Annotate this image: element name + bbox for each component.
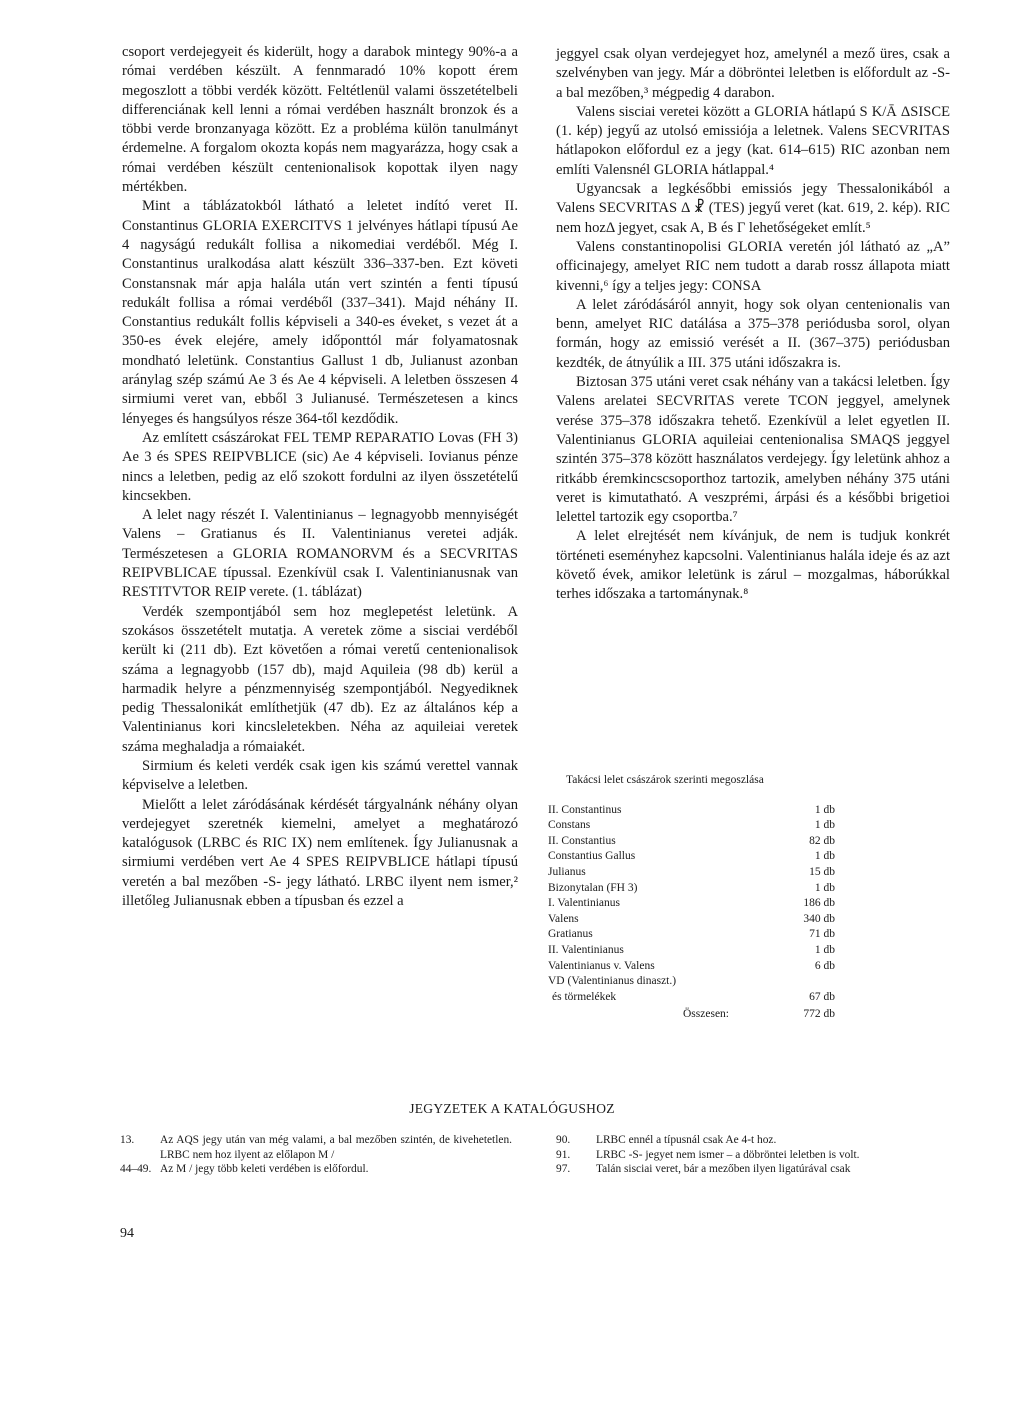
notes-right-column	[556, 1133, 948, 1177]
footnote	[120, 1133, 512, 1162]
footnote	[556, 1148, 948, 1163]
footnote-text: Talán sisciai veret, bár a mezőben ilyen ligatúrával csak	[596, 1163, 851, 1175]
table-cell-name: I. Valentinianus	[548, 897, 620, 910]
paragraph: Biztosan 375 utáni veret csak néhány van a takácsi leletben. Így Valens arelatei SECVRITAS verete TCON jeggyel, amelynek verése 375–378 időszakra tehető. Ezenkívül a lelet egyetlen II. Valentinianus GLORIA aquileiai centenionalisa SMAQS jeggyel szintén 375–378 között használatos verdejegy. Így leletünk ahhoz a ritkább éremkincscsoporthoz tartozik, amelyben néhány 375 utáni veret is kimutatható. A veszprémi, árpási és a későbbi brigetioi lelettel tartozik egy csoportba.⁷	[556, 374, 950, 526]
table-cell-name: Valens	[548, 912, 579, 925]
table-cell-count: 1 db	[814, 943, 835, 956]
table-cell-name: Bizonytalan (FH 3)	[548, 881, 638, 894]
table-row	[548, 818, 848, 834]
right-text-column	[556, 45, 950, 605]
table-row	[548, 943, 848, 959]
paragraph: A lelet nagy részét I. Valentinianus – legnagyobb mennyiségét Valens – Gratianus és II. Valentinianus veretei adják. Természetesen a GLORIA ROMANORVM és a SECVRITAS REIPVBLICAE típussal. Ezenkívül csak I. Valentinianusnak van RESTITVTOR REIP verete. (1. táblázat)	[122, 507, 518, 601]
table-row	[548, 803, 848, 819]
table-cell-count: 71 db	[809, 928, 835, 941]
paragraph: Valens constantinopolisi GLORIA veretén jól látható az „A” officinajegy, amelyet RIC nem tudott a darab rossz állapota miatt kivenni,⁶ így a teljes jegy: CONSA	[556, 238, 950, 294]
table-cell-name: Valentinianus v. Valens	[548, 959, 655, 972]
table-cell-count: 186 db	[803, 897, 835, 910]
footnote-text: LRBC -S- jegyet nem ismer – a döbröntei leletben is volt.	[596, 1148, 860, 1161]
table-title: Takácsi lelet császárok szerinti megoszlása	[566, 774, 764, 786]
paragraph: Sirmium és keleti verdék csak igen kis számú verettel vannak képviselve a leletben.	[122, 757, 518, 794]
table-cell-name: Julianus	[548, 865, 586, 878]
paragraph: Mint a táblázatokból látható a leletet indító veret II. Constantinus GLORIA EXERCITVS 1 jelvényes hátlapi típusú Ae 4 nagyságú redukált follisa a nikomediai verdéből. Még I. Constantinus uralkodása alatt készült 336–337-ben. Ezt követi Constansnak már apja halála után vert szintén a fenti típusú redukált follisa a római verdéből (337–341). Majd néhány II. Constantius redukált follis képviseli a 340-es éveket, s vezet át a 350-es évek elejére, amely időponttól már folyamatosnak mondható leletünk. Constantius Gallust 1 db, Julianust azonban aránylag szép számú Ae 3 és Ae 4 képviseli. A leletben összesen 4 sirmiumi veret van, ebből 3 Julianusé. Természetesen a kincs lényeges és hangsúlyos része 364-től kezdődik.	[122, 198, 518, 427]
table-row	[548, 881, 848, 897]
left-text-column	[122, 43, 518, 911]
footnote-number: 91.	[556, 1148, 571, 1161]
table-cell-name: VD (Valentinianus dinaszt.)	[548, 975, 677, 988]
table-row	[548, 912, 848, 928]
footnote	[556, 1162, 948, 1177]
table-row	[548, 834, 848, 850]
paragraph: A lelet záródásáról annyit, hogy sok olyan centenionalis van benn, amelyet RIC datálása a 375–378 periódusba sorol, olyan formán, hogy az emissió verését a II. (367–375) periódusban kezdték, de átnyúlik a III. 375 utáni időszakra is.	[556, 296, 950, 371]
table-cell-name: Gratianus	[548, 928, 593, 941]
footnote	[556, 1133, 948, 1148]
footnote-number: 97.	[556, 1163, 571, 1175]
table-cell-count: 1 db	[814, 819, 835, 832]
table-cell-count: 82 db	[809, 834, 835, 847]
table-cell-count: 1 db	[814, 881, 835, 894]
table-cell-name: és törmelékek	[552, 990, 617, 1003]
footnote-text: Az AQS jegy után van még valami, a bal mezőben szintén, de kivehetetlen. LRBC nem hoz ilyent az előlapon M /	[160, 1134, 512, 1161]
emperor-distribution-table	[548, 773, 848, 1023]
footnote	[120, 1162, 512, 1177]
paragraph: jeggyel csak olyan verdejegyet hoz, amelynél a mező üres, csak a szelvényben van jegy. Már a döbröntei leletben is előfordult az -S- a bal mezőben,³ mégpedig 4 darabon.	[556, 46, 950, 101]
table-cell-count: 15 db	[809, 865, 835, 878]
footnote-number: 13.	[120, 1134, 135, 1146]
paragraph: Verdék szempontjából sem hoz meglepetést leletünk. A szokásos összetételt mutatja. A veretek zöme a sisciai verdéből került ki (211 db). Ezt követően a római veretű centenionalisok száma a legnagyobb (157 db), majd Aquileia (98 db) kerül a harmadik helyre a pénzmennyiség szempontjából. Negyediknek pedig Thessalonikát említhetjük (47 db). Ez az általános kép a Valentinianus kori kincsleletekben. Néha az aquileiai veretek száma meghaladja a rómaiakét.	[122, 603, 518, 755]
table-cell-count: 6 db	[814, 959, 835, 972]
table-row	[548, 927, 848, 943]
table-cell-count: 1 db	[814, 803, 835, 816]
footnote-text: Az M / jegy több keleti verdében is előfordul.	[160, 1163, 369, 1175]
table-body	[548, 803, 848, 1006]
total-value: 772 db	[803, 1008, 835, 1021]
paragraph: Mielőtt a lelet záródásának kérdését tárgyalnánk néhány olyan verdejegyet szeretnék kiemelni, amelyet a meghatározó katalógusok (LRBC és RIC IX) nem említenek. Így Julianusnak a sirmiumi verdében vert Ae 4 SPES REIPVBLICE hátlapi típusú veretén a bal mezőben -S- jegy látható. LRBC ilyent nem ismer,² illetőleg Julianusnak ebben a típusban és ezzel a	[122, 796, 518, 910]
paragraph: csoport verdejegyeit és kiderült, hogy a darabok mintegy 90%-a a római verdében készült. A fennmaradó 10% kopott érem megoszlott a többi verdék között. Feltétlenül valami összetételbeli differenciának kell lenni a római verdében használt bronzok és a többi verde bronzanyaga között. Ez a probléma külön tanulmányt érdemelne. A forgalom okozta kopás nem magyarázza, hogy csak a római verdében készült centenionalisok kopottak ilyen nagy mértékben.	[122, 44, 518, 196]
paragraph: Az említett császárokat FEL TEMP REPARATIO Lovas (FH 3) Ae 3 és SPES REIPVBLICE (sic) Ae 4 képviseli. Iovianus pénze nincs a leletben, pedig az elő szokott fordulni az ilyen összetételű kincsekben.	[122, 429, 518, 504]
table-cell-name: Constantius Gallus	[548, 850, 636, 863]
table-cell-count: 340 db	[803, 912, 835, 925]
footnote-text: LRBC ennél a típusnál csak Ae 4-t hoz.	[596, 1134, 777, 1146]
table-row	[548, 974, 848, 990]
table-cell-name: II. Constantius	[548, 834, 616, 847]
table-total-row	[548, 1007, 848, 1023]
total-label: Összesen:	[683, 1008, 729, 1021]
notes-left-column	[120, 1133, 512, 1177]
footnote-number: 90.	[556, 1134, 571, 1146]
table-row	[548, 896, 848, 912]
paragraph: Ugyancsak a legkésőbbi emissiós jegy Thessalonikából a Valens SECVRITAS Δ ☧ (TES) jegyű veret (kat. 619, 2. kép). RIC nem hozΔ jegyet, csak A, B és Γ lehetőségeket említ.⁵	[556, 181, 950, 236]
table-cell-count: 1 db	[814, 850, 835, 863]
page-number: 94	[120, 1226, 134, 1241]
notes-heading: JEGYZETEK A KATALÓGUSHOZ	[409, 1101, 615, 1116]
table-cell-count: 67 db	[809, 990, 835, 1003]
table-cell-name: II. Valentinianus	[548, 943, 624, 956]
table-row	[548, 865, 848, 881]
paragraph: A lelet elrejtését nem kívánjuk, de nem is tudjuk konkrét történeti eseményhez kapcsolni. Valentinianus halála ideje és az azt követő évek, amikor leletünk is zárul – mozgalmas, háborúkkal terhes időszaka a tartománynak.⁸	[556, 528, 950, 603]
table-cell-name: II. Constantinus	[548, 803, 622, 816]
table-cell-name: Constans	[548, 819, 591, 832]
footnote-number: 44–49.	[120, 1163, 152, 1175]
table-row	[548, 959, 848, 975]
table-row	[548, 990, 848, 1006]
paragraph: Valens sisciai veretei között a GLORIA hátlapú S K/Ā ΔSISCE (1. kép) jegyű az utolsó emissiója a leletnek. Valens SECVRITAS hátlapokon előfordul ez a jegy (kat. 614–615) RIC azonban nem említi Valensnél GLORIA hátlappal.⁴	[556, 103, 950, 178]
table-row	[548, 849, 848, 865]
